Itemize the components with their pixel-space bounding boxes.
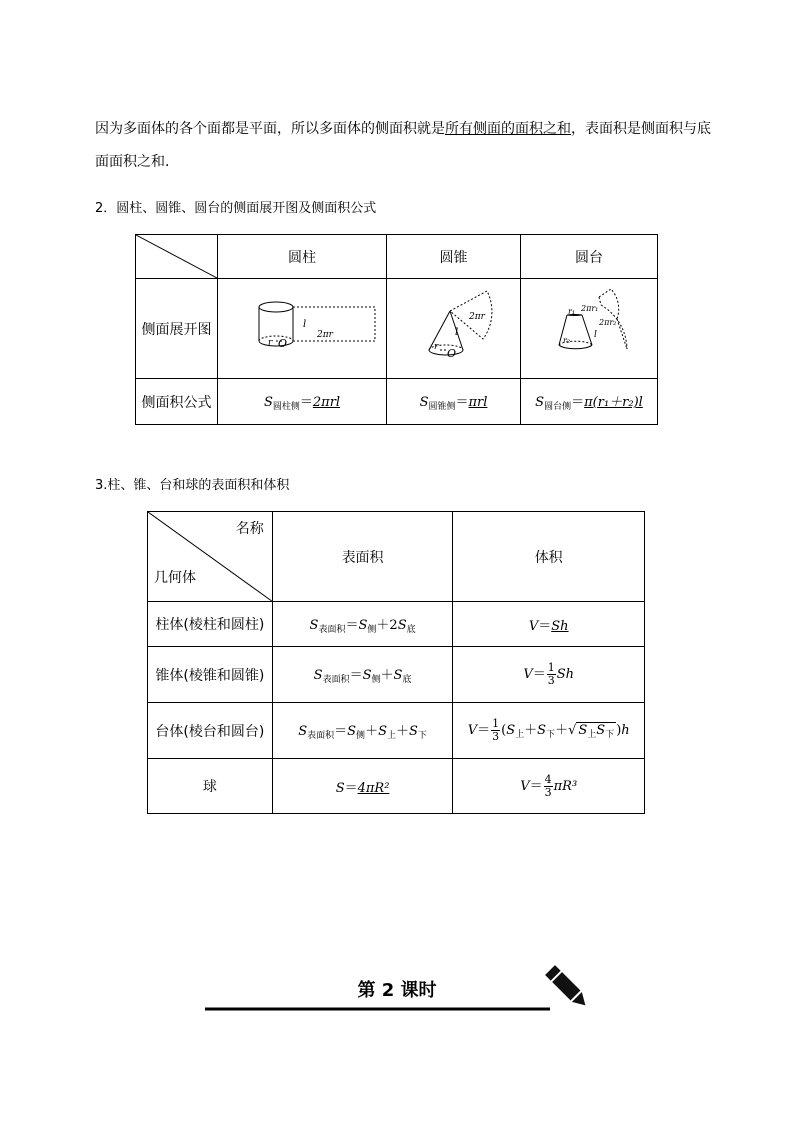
cone-development-figure bbox=[387, 279, 521, 379]
cylinder-development-figure bbox=[218, 279, 387, 379]
row-label-formula: 侧面积公式 bbox=[136, 379, 218, 425]
cyl-label-O: O bbox=[278, 337, 288, 350]
section3-heading: 3.柱、锥、台和球的表面积和体积 bbox=[95, 478, 290, 493]
frustum-volume-formula: V＝ $\frac{1}{3}$ ($S_上+S_下+√$ $S_上S_下$ )h bbox=[453, 703, 645, 759]
corner-label-name: 名称 bbox=[235, 521, 264, 537]
frus-label-l: l bbox=[594, 330, 597, 340]
col-frustum: 圆台 bbox=[521, 235, 658, 279]
frustum-development-figure bbox=[521, 279, 658, 379]
cone-figure bbox=[387, 279, 520, 374]
frustum-figure bbox=[521, 279, 657, 374]
cylinder-lateral-formula: $S_{圆柱侧}=2\pi rl$ bbox=[218, 379, 387, 425]
cone-label-r: r bbox=[434, 342, 439, 352]
intro-text-1: 因为多面体的各个面都是平面，所以多面体的侧面积就是 bbox=[95, 121, 445, 137]
cyl-label-l: l bbox=[303, 319, 307, 330]
cyl-label-2pir: 2πr bbox=[317, 330, 333, 340]
corner-cell bbox=[136, 235, 218, 279]
intro-paragraph bbox=[95, 113, 715, 179]
col-cone: 圆锥 bbox=[387, 235, 521, 279]
col-volume: 体积 bbox=[453, 512, 645, 602]
frus-label-2pir1: 2πr₁ bbox=[581, 304, 599, 313]
pyramid-volume-formula: V＝ $\frac{1}{3}$ Sh bbox=[453, 647, 645, 703]
diagonal-line bbox=[136, 235, 217, 278]
row-sphere: 球 bbox=[148, 759, 273, 814]
sphere-surface-formula: S＝4πR² bbox=[272, 759, 453, 814]
frustum-surface-formula: $S_{表面积}=S_侧+S_上+S_下$ bbox=[272, 703, 453, 759]
corner-label-solid: 几何体 bbox=[154, 570, 196, 586]
frus-label-r1: r₁ bbox=[568, 307, 576, 316]
intro-text-2: ，表面积是侧面积与底面面积之和． bbox=[95, 121, 711, 170]
frus-label-r2: r₂ bbox=[563, 336, 571, 345]
intro-underlined: 所有侧面的面积之和 bbox=[445, 121, 571, 137]
prism-surface-formula: $S_{表面积}=S_侧+2S_底$ bbox=[272, 602, 453, 647]
surface-volume-table bbox=[147, 511, 645, 814]
prism-volume-formula: V＝Sh bbox=[453, 602, 645, 647]
cylinder-figure bbox=[218, 279, 386, 374]
row-pyramid: 锥体(棱锥和圆锥) bbox=[148, 647, 273, 703]
lateral-area-table bbox=[135, 234, 658, 425]
cone-label-l: l bbox=[455, 327, 459, 338]
cone-lateral-formula: $S_{圆锥侧}=\pi rl$ bbox=[387, 379, 521, 425]
pyramid-surface-formula: $S_{表面积}=S_侧+S_底$ bbox=[272, 647, 453, 703]
lesson-title: 第 2 课时 bbox=[357, 980, 437, 1001]
col-surface-area: 表面积 bbox=[272, 512, 453, 602]
frus-label-2pir2: 2πr₂ bbox=[599, 318, 617, 327]
col-cylinder: 圆柱 bbox=[218, 235, 387, 279]
cone-label-2pir: 2πr bbox=[469, 312, 485, 322]
row-frustum: 台体(棱台和圆台) bbox=[148, 703, 273, 759]
frustum-lateral-formula: $S_{圆台侧}=\pi(r_1+r_2)l$ bbox=[521, 379, 658, 425]
cone-label-O: O bbox=[447, 347, 457, 360]
section2-heading: 2．圆柱、圆锥、圆台的侧面展开图及侧面积公式 bbox=[95, 201, 377, 216]
pencil-icon bbox=[540, 960, 595, 1015]
row-prism: 柱体(棱柱和圆柱) bbox=[148, 602, 273, 647]
corner-cell-2 bbox=[148, 512, 273, 602]
row-label-development: 侧面展开图 bbox=[136, 279, 218, 379]
title-underline bbox=[205, 960, 595, 1020]
sphere-volume-formula: V＝ $\frac{4}{3}$ πR³ bbox=[453, 759, 645, 814]
cyl-label-r: r bbox=[268, 338, 273, 348]
